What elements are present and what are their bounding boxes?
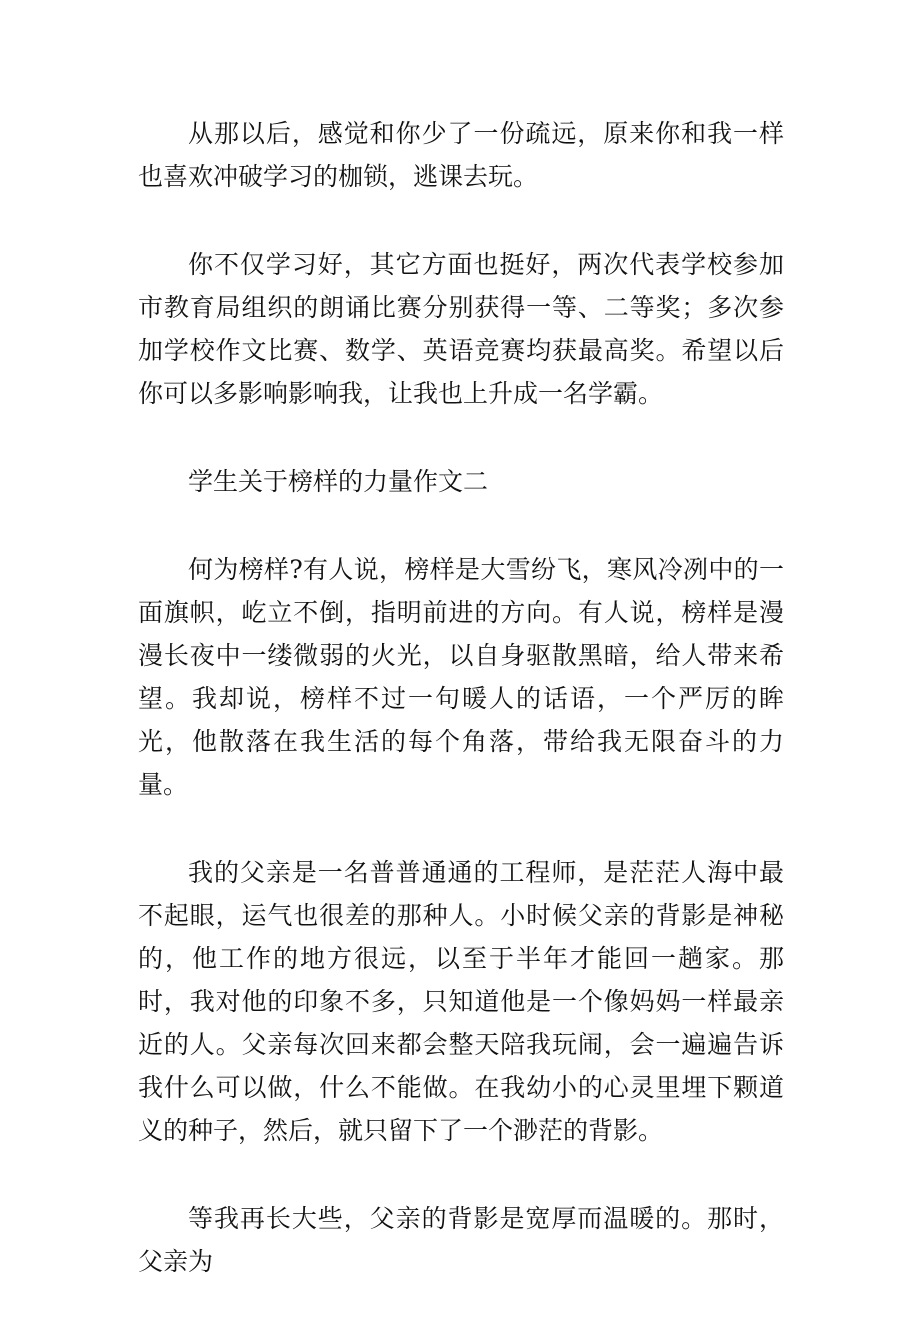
paragraph-4: 我的父亲是一名普普通通的工程师，是茫茫人海中最不起眼，运气也很差的那种人。小时候父亲的背影是神秘的，他工作的地方很远，以至于半年才能回一趟家。那时，我对他的印象不多，只知道他是一个像妈妈一样最亲近的人。父亲每次回来都会整天陪我玩闹，会一遍遍告诉我什么可以做，什么不能做。在我幼小的心灵里埋下颗道义的种子，然后，就只留下了一个渺茫的背影。 [138, 858, 784, 1145]
paragraph-2: 你不仅学习好，其它方面也挺好，两次代表学校参加市教育局组织的朗诵比赛分别获得一等、二等奖；多次参加学校作文比赛、数学、英语竞赛均获最高奖。希望以后你可以多影响影响我，让我也上升成一名学霸。 [138, 250, 784, 408]
paragraph-3: 何为榜样?有人说，榜样是大雪纷飞，寒风冷冽中的一面旗帜，屹立不倒，指明前进的方向。有人说，榜样是漫漫长夜中一缕微弱的火光，以自身驱散黑暗，给人带来希望。我却说，榜样不过一句暖人的话语，一个严厉的眸光，他散落在我生活的每个角落，带给我无限奋斗的力量。 [138, 555, 784, 799]
paragraph-5: 等我再长大些，父亲的背影是宽厚而温暖的。那时，父亲为 [138, 1204, 784, 1276]
paragraph-1: 从那以后，感觉和你少了一份疏远，原来你和我一样也喜欢冲破学习的枷锁，逃课去玩。 [138, 119, 784, 191]
document-body [138, 112, 784, 1328]
section-title: 学生关于榜样的力量作文二 [188, 467, 489, 496]
